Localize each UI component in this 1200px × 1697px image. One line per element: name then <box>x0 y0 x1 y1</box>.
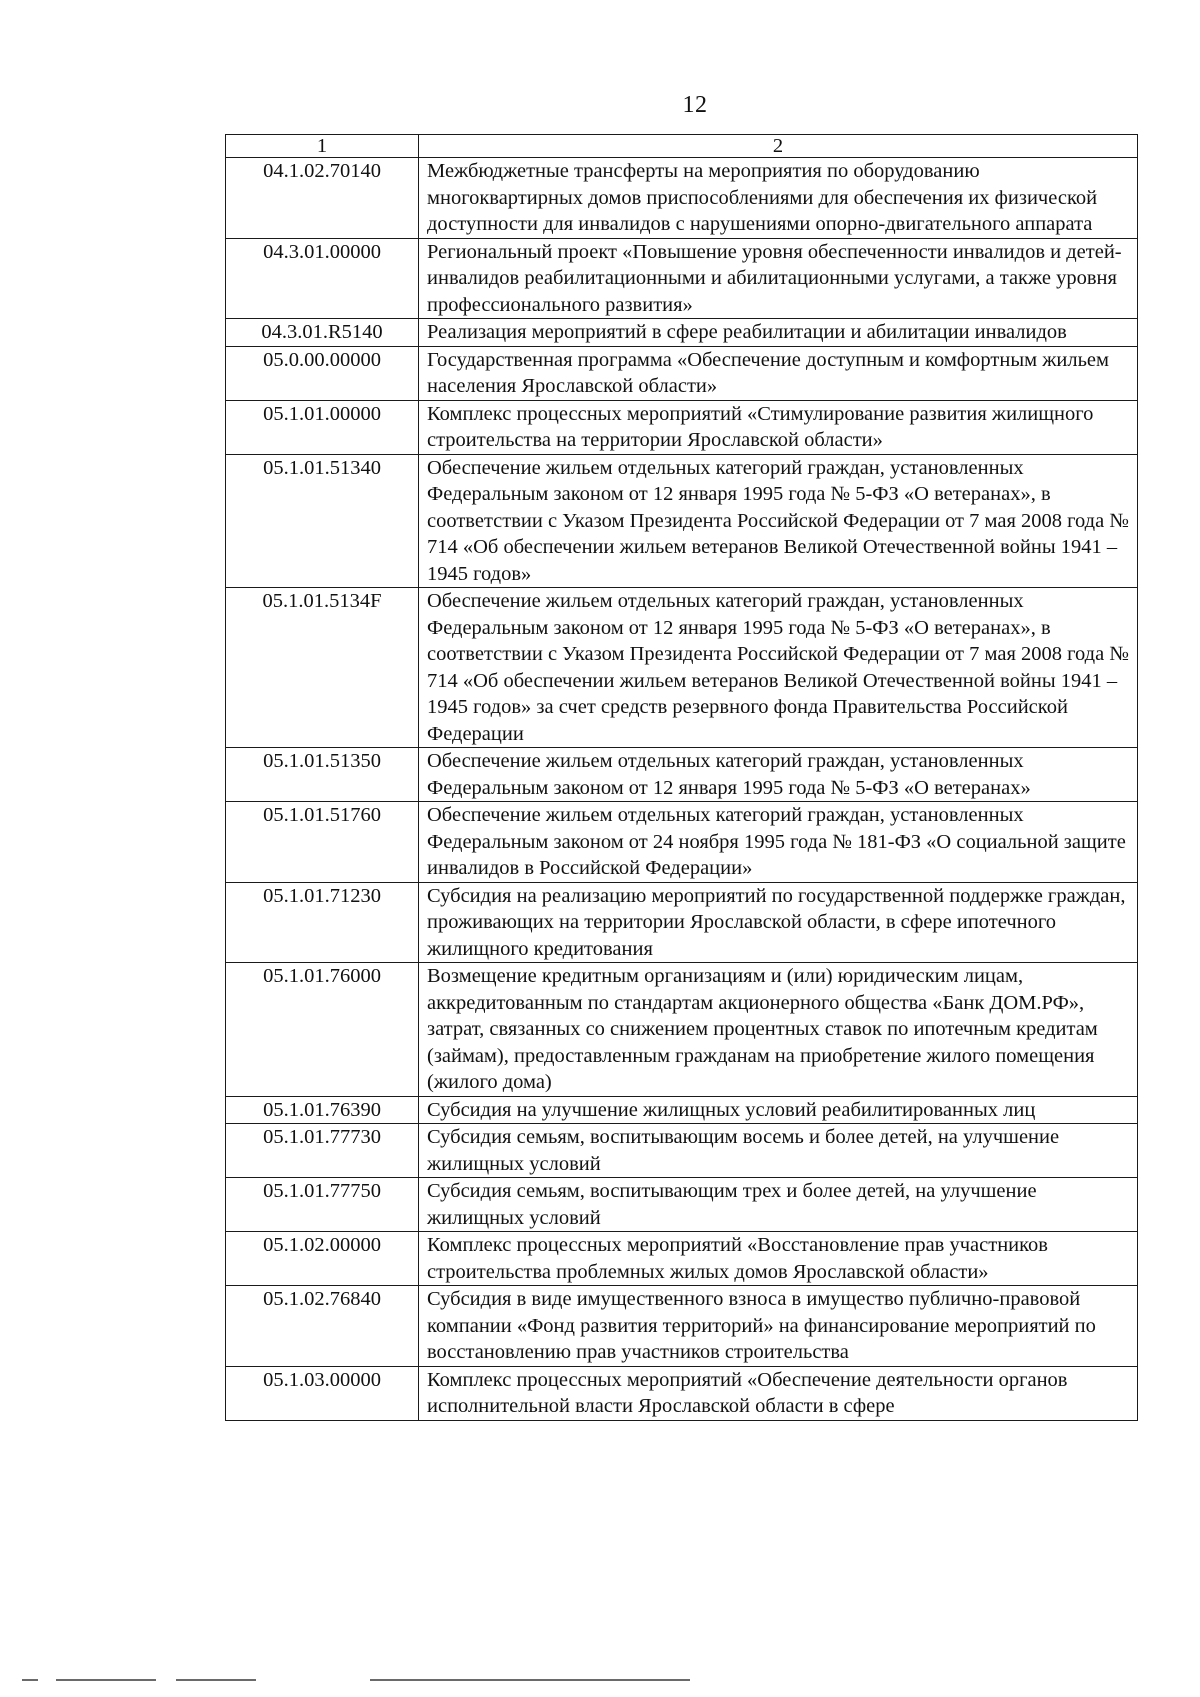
row-code-cell: 05.1.01.77730 <box>226 1124 419 1178</box>
row-description-cell: Реализация мероприятий в сфере реабилитации и абилитации инвалидов <box>419 319 1138 347</box>
table-row <box>226 802 1138 883</box>
table-row <box>226 400 1138 454</box>
scan-artifact-line <box>22 1679 38 1681</box>
row-code-cell: 05.1.02.00000 <box>226 1232 419 1286</box>
table-row <box>226 963 1138 1097</box>
table-row <box>226 1096 1138 1124</box>
table-row <box>226 346 1138 400</box>
table-row <box>226 1366 1138 1420</box>
row-description-cell: Государственная программа «Обеспечение доступным и комфортным жильем населения Ярославской области» <box>419 346 1138 400</box>
row-description-cell: Субсидия на улучшение жилищных условий реабилитированных лиц <box>419 1096 1138 1124</box>
table-row <box>226 748 1138 802</box>
table-row <box>226 238 1138 319</box>
row-description-cell: Обеспечение жильем отдельных категорий граждан, установленных Федеральным законом от 24 ноября 1995 года № 181-ФЗ «О социальной защите инвалидов в Российской Федерации» <box>419 802 1138 883</box>
table-row <box>226 1124 1138 1178</box>
row-code-cell: 05.1.01.00000 <box>226 400 419 454</box>
row-description-cell: Возмещение кредитным организациям и (или) юридическим лицам, аккредитованным по стандартам акционерного общества «Банк ДОМ.РФ», затрат, связанных со снижением процентных ставок по ипотечным кредитам (займам), предоставленным гражданам на приобретение жилого помещения (жилого дома) <box>419 963 1138 1097</box>
row-description-cell: Субсидия в виде имущественного взноса в имущество публично-правовой компании «Фонд развития территорий» на финансирование мероприятий по восстановлению прав участников строительства <box>419 1286 1138 1367</box>
row-code-cell: 05.1.01.76000 <box>226 963 419 1097</box>
row-code-cell: 05.1.01.77750 <box>226 1178 419 1232</box>
column-header-2: 2 <box>419 135 1138 158</box>
row-code-cell: 05.1.01.76390 <box>226 1096 419 1124</box>
row-description-cell: Субсидия семьям, воспитывающим трех и более детей, на улучшение жилищных условий <box>419 1178 1138 1232</box>
row-description-cell: Обеспечение жильем отдельных категорий граждан, установленных Федеральным законом от 12 января 1995 года № 5-ФЗ «О ветеранах», в соответствии с Указом Президента Российской Федерации от 7 мая 2008 года № 714 «Об обеспечении жильем ветеранов Великой Отечественной войны 1941 – 1945 годов» за счет средств резервного фонда Правительства Российской Федерации <box>419 588 1138 748</box>
row-description-cell: Региональный проект «Повышение уровня обеспеченности инвалидов и детей-инвалидов реабилитационными и абилитационными услугами, а также уровня профессионального развития» <box>419 238 1138 319</box>
table-row <box>226 588 1138 748</box>
budget-classification-table <box>225 134 1138 1421</box>
row-code-cell: 04.1.02.70140 <box>226 158 419 239</box>
table-row <box>226 1286 1138 1367</box>
table-row <box>226 319 1138 347</box>
row-code-cell: 05.1.01.51340 <box>226 454 419 588</box>
row-code-cell: 05.0.00.00000 <box>226 346 419 400</box>
row-description-cell: Субсидия на реализацию мероприятий по государственной поддержке граждан, проживающих на территории Ярославской области, в сфере ипотечного жилищного кредитования <box>419 882 1138 963</box>
row-code-cell: 05.1.02.76840 <box>226 1286 419 1367</box>
scan-artifact-line <box>370 1679 690 1681</box>
table-row <box>226 158 1138 239</box>
row-description-cell: Комплекс процессных мероприятий «Стимулирование развития жилищного строительства на территории Ярославской области» <box>419 400 1138 454</box>
row-description-cell: Обеспечение жильем отдельных категорий граждан, установленных Федеральным законом от 12 января 1995 года № 5-ФЗ «О ветеранах», в соответствии с Указом Президента Российской Федерации от 7 мая 2008 года № 714 «Об обеспечении жильем ветеранов Великой Отечественной войны 1941 – 1945 годов» <box>419 454 1138 588</box>
table-row <box>226 1178 1138 1232</box>
row-description-cell: Обеспечение жильем отдельных категорий граждан, установленных Федеральным законом от 12 января 1995 года № 5-ФЗ «О ветеранах» <box>419 748 1138 802</box>
row-code-cell: 05.1.01.51760 <box>226 802 419 883</box>
column-header-1: 1 <box>226 135 419 158</box>
row-description-cell: Комплекс процессных мероприятий «Восстановление прав участников строительства проблемных жилых домов Ярославской области» <box>419 1232 1138 1286</box>
row-code-cell: 04.3.01.R5140 <box>226 319 419 347</box>
row-code-cell: 04.3.01.00000 <box>226 238 419 319</box>
table-header-row <box>226 135 1138 158</box>
table-row <box>226 1232 1138 1286</box>
row-code-cell: 05.1.01.51350 <box>226 748 419 802</box>
row-description-cell: Межбюджетные трансферты на мероприятия по оборудованию многоквартирных домов приспособлениями для обеспечения их физической доступности для инвалидов с нарушениями опорно-двигательного аппарата <box>419 158 1138 239</box>
row-code-cell: 05.1.01.5134F <box>226 588 419 748</box>
table-row <box>226 882 1138 963</box>
row-code-cell: 05.1.01.71230 <box>226 882 419 963</box>
scan-artifact-line <box>176 1679 256 1681</box>
row-description-cell: Комплекс процессных мероприятий «Обеспечение деятельности органов исполнительной власти Ярославской области в сфере <box>419 1366 1138 1420</box>
row-code-cell: 05.1.03.00000 <box>226 1366 419 1420</box>
row-description-cell: Субсидия семьям, воспитывающим восемь и более детей, на улучшение жилищных условий <box>419 1124 1138 1178</box>
scan-artifact-line <box>56 1679 156 1681</box>
table-body <box>226 135 1138 1421</box>
table-row <box>226 454 1138 588</box>
page-number: 12 <box>682 92 708 118</box>
